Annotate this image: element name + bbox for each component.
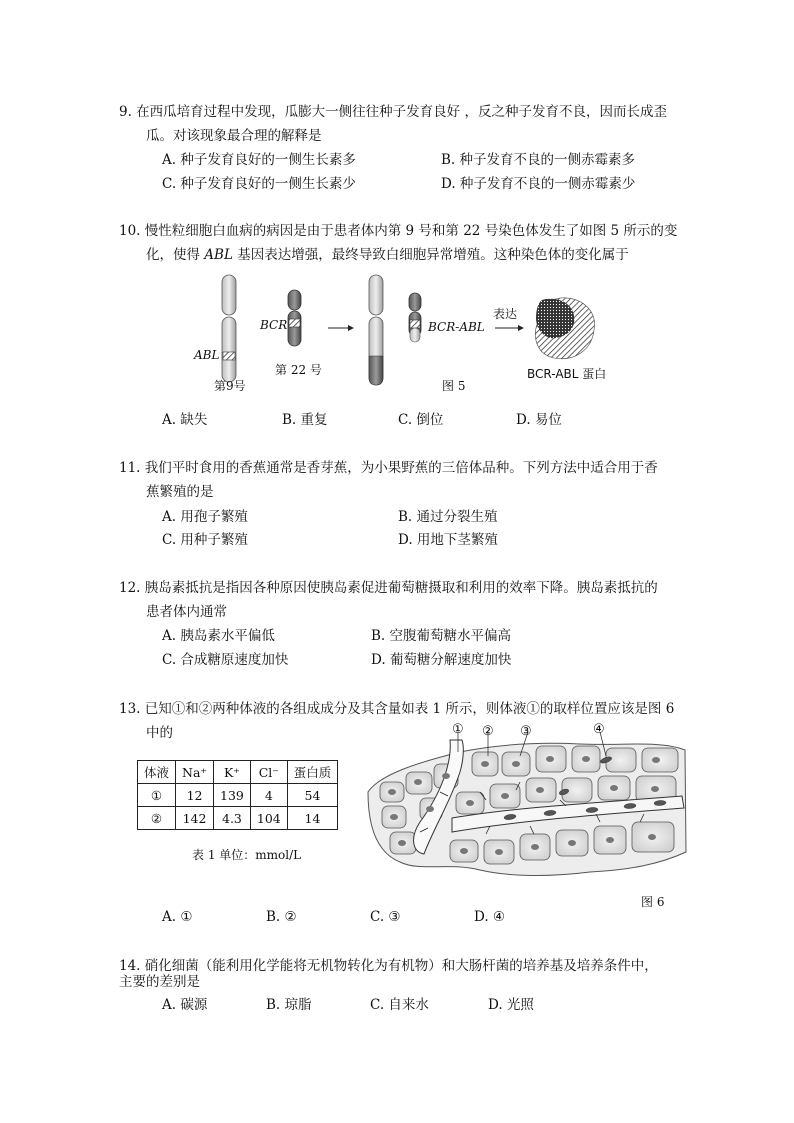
q14-option-d[interactable]: D. 光照 bbox=[488, 997, 534, 1013]
table-cell: 14 bbox=[287, 807, 338, 830]
fig6-label-4: ④ bbox=[593, 722, 605, 737]
q14-option-c[interactable]: C. 自来水 bbox=[370, 997, 429, 1013]
table-cell: 104 bbox=[250, 807, 287, 830]
bcr-label: BCR bbox=[260, 318, 288, 332]
q14-stem-line1: 14. 硝化细菌（能利用化学能将无机物转化为有机物）和大肠杆菌的培养基及培养条件中， bbox=[119, 958, 658, 974]
table-cell: ① bbox=[138, 784, 176, 807]
derivative-chromosome-9 bbox=[369, 275, 383, 385]
abl-label: ABL bbox=[194, 348, 220, 362]
table-cell: 54 bbox=[287, 784, 338, 807]
q12-option-b[interactable]: B. 空腹葡萄糖水平偏高 bbox=[371, 628, 512, 644]
q11-option-c[interactable]: C. 用种子繁殖 bbox=[162, 532, 248, 548]
q9-option-c[interactable]: C. 种子发育良好的一侧生长素少 bbox=[162, 176, 356, 192]
q10-option-a[interactable]: A. 缺失 bbox=[162, 412, 208, 428]
q13-option-c[interactable]: C. ③ bbox=[370, 909, 401, 925]
bcr-abl-protein-icon bbox=[535, 298, 594, 359]
table-header-row bbox=[138, 761, 338, 784]
q14-option-a[interactable]: A. 碳源 bbox=[162, 997, 208, 1013]
q12-option-d[interactable]: D. 葡萄糖分解速度加快 bbox=[371, 652, 512, 668]
q10-option-d[interactable]: D. 易位 bbox=[516, 412, 562, 428]
figure-6-caption: 图 6 bbox=[641, 895, 665, 909]
q11-option-d[interactable]: D. 用地下茎繁殖 bbox=[398, 532, 498, 548]
protein-label: BCR-ABL 蛋白 bbox=[527, 367, 607, 381]
figure-5-caption: 图 5 bbox=[442, 379, 466, 393]
q10-stem-line2: 化，使得 ABL 基因表达增强，最终导致白细胞异常增殖。这种染色体的变化属于 bbox=[146, 247, 629, 263]
q12-stem-line1: 12. 胰岛素抵抗是指因各种原因使胰岛素促进葡萄糖摄取和利用的效率下降。胰岛素抵抗的 bbox=[119, 580, 658, 596]
q10-option-c[interactable]: C. 倒位 bbox=[398, 412, 444, 428]
transform-arrow bbox=[328, 325, 354, 331]
q10-option-b[interactable]: B. 重复 bbox=[282, 412, 328, 428]
q9-option-b[interactable]: B. 种子发育不良的一侧赤霉素多 bbox=[441, 152, 636, 168]
table-header: 蛋白质 bbox=[287, 761, 338, 784]
q12-stem-line2: 患者体内通常 bbox=[146, 604, 227, 620]
bcr-abl-label: BCR-ABL bbox=[428, 320, 485, 334]
fig6-label-3: ③ bbox=[520, 724, 532, 739]
table-cell: ② bbox=[138, 807, 176, 830]
table-1 bbox=[137, 760, 338, 830]
table-cell: 12 bbox=[176, 784, 214, 807]
q9-stem-line2: 瓜。对该现象最合理的解释是 bbox=[146, 128, 322, 144]
chromosome-9 bbox=[222, 275, 236, 382]
q13-option-b[interactable]: B. ② bbox=[266, 909, 297, 925]
table-row bbox=[138, 807, 338, 830]
table-cell: 4 bbox=[250, 784, 287, 807]
q9-option-a[interactable]: A. 种子发育良好的一侧生长素多 bbox=[162, 152, 356, 168]
q9-stem-line1: 9. 在西瓜培育过程中发现，瓜膨大一侧往往种子发育良好 ，反之种子发育不良，因而长成歪 bbox=[119, 104, 667, 120]
chr22-label: 第 22 号 bbox=[275, 363, 322, 377]
q11-stem-line1: 11. 我们平时食用的香蕉通常是香芽蕉，为小果野蕉的三倍体品种。下列方法中适合用于香 bbox=[119, 460, 658, 476]
q11-option-b[interactable]: B. 通过分裂生殖 bbox=[398, 509, 498, 525]
q14-stem-line2: 主要的差别是 bbox=[119, 974, 200, 990]
q12-option-c[interactable]: C. 合成糖原速度加快 bbox=[162, 652, 289, 668]
express-arrow bbox=[495, 325, 524, 331]
table-header: Na⁺ bbox=[176, 761, 214, 784]
q11-option-a[interactable]: A. 用孢子繁殖 bbox=[162, 509, 248, 525]
figure-6-tissue bbox=[360, 722, 690, 892]
q13-stem-line1: 13. 已知①和②两种体液的各组成成分及其含量如表 1 所示，则体液①的取样位置应该是图 6 bbox=[119, 701, 675, 717]
table-row bbox=[138, 784, 338, 807]
chromosome-22 bbox=[288, 290, 301, 346]
table-header: K⁺ bbox=[214, 761, 251, 784]
table-header: Cl⁻ bbox=[250, 761, 287, 784]
table-header: 体液 bbox=[138, 761, 176, 784]
q12-option-a[interactable]: A. 胰岛素水平偏低 bbox=[162, 628, 275, 644]
q13-stem-line2: 中的 bbox=[146, 725, 173, 741]
bcr-abl-chromosome bbox=[409, 293, 421, 342]
fig6-label-2: ② bbox=[482, 724, 494, 739]
q13-option-d[interactable]: D. ④ bbox=[474, 909, 506, 925]
q14-option-b[interactable]: B. 琼脂 bbox=[266, 997, 312, 1013]
table-1-caption: 表 1 单位：mmol/L bbox=[192, 848, 302, 862]
fig6-label-1: ① bbox=[452, 722, 464, 737]
express-label: 表达 bbox=[493, 307, 518, 321]
table-cell: 4.3 bbox=[214, 807, 251, 830]
q10-stem-line1: 10. 慢性粒细胞白血病的病因是由于患者体内第 9 号和第 22 号染色体发生了如图 5 所示的变 bbox=[119, 223, 678, 239]
table-cell: 142 bbox=[176, 807, 214, 830]
q9-option-d[interactable]: D. 种子发育不良的一侧赤霉素少 bbox=[441, 176, 636, 192]
q11-stem-line2: 蕉繁殖的是 bbox=[146, 484, 214, 500]
q13-option-a[interactable]: A. ① bbox=[162, 909, 193, 925]
table-cell: 139 bbox=[214, 784, 251, 807]
chr9-label: 第9号 bbox=[214, 379, 246, 393]
